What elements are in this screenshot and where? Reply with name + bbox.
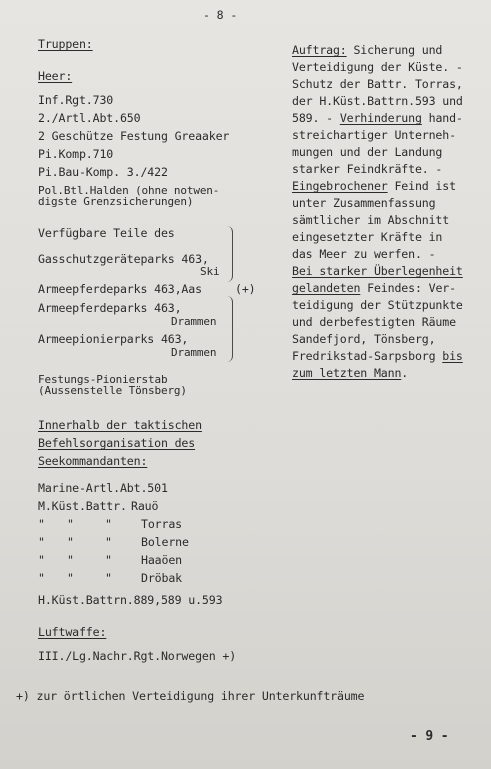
festungs-pionierstab-line1: Festungs-Pionierstab xyxy=(38,373,168,386)
army-unit: Pi.Bau-Komp. 3./422 xyxy=(38,165,168,179)
ditto-mark: " xyxy=(67,571,74,585)
luftwaffe-heading: Luftwaffe: xyxy=(38,625,107,639)
mission-line: sämtlicher im Abschnitt xyxy=(292,213,450,227)
armeepferde-park-drammen-line1: Armeepferdeparks 463, xyxy=(38,301,182,315)
mission-line: und derbefestigten Räume xyxy=(292,315,456,329)
brace-lower xyxy=(226,296,233,362)
armeepferde-park-aas: Armeepferdeparks 463,Aas xyxy=(38,282,202,296)
mission-label: Auftrag: xyxy=(292,43,347,57)
ditto-mark: " xyxy=(67,517,74,531)
ditto-mark: " xyxy=(105,517,112,531)
footnote: +) zur örtlichen Verteidigung ihrer Unterkunfträume xyxy=(16,689,365,703)
gasschutz-park-line1: Gasschutzgeräteparks 463, xyxy=(38,252,209,266)
army-unit: Pi.Komp.710 xyxy=(38,147,114,161)
ditto-mark: " xyxy=(67,553,74,567)
armeepionier-park-line2: Drammen xyxy=(171,346,217,359)
ditto-mark: " xyxy=(105,571,112,585)
armeepferde-park-drammen-line2: Drammen xyxy=(171,315,217,328)
mission-line: eingesetzter Kräfte in xyxy=(292,230,443,244)
coastal-battalions: H.Küst.Battrn.889,589 u.593 xyxy=(38,593,223,607)
coastal-battery-place: Bolerne xyxy=(141,535,189,549)
page-number-bottom: - 9 - xyxy=(410,729,449,744)
mission-line: der H.Küst.Battrn.593 und xyxy=(292,94,463,108)
police-battalion-line2: digste Grenzsicherungen) xyxy=(38,195,194,208)
police-battalion-line1: Pol.Btl.Halden (ohne notwen- xyxy=(38,184,220,197)
army-heading: Heer: xyxy=(38,69,73,83)
mission-line: unter Zusammenfassung xyxy=(292,196,436,210)
naval-heading-line2: Befehlsorganisation des xyxy=(38,436,196,450)
army-unit: Inf.Rgt.730 xyxy=(38,93,114,107)
mission-line: Sandefjord, Tönsberg, xyxy=(292,332,436,346)
marine-artillery: Marine-Artl.Abt.501 xyxy=(38,481,168,495)
troops-heading: Truppen: xyxy=(38,37,93,51)
mission-line: teidigung der Stützpunkte xyxy=(292,298,463,312)
mission-line: das Meer zu werfen. - xyxy=(292,247,436,261)
coastal-battery-place: Dröbak xyxy=(141,571,182,585)
mission-line: streichartiger Unterneh- xyxy=(292,128,456,142)
ditto-mark: " xyxy=(38,553,45,567)
mission-line: Eingebrochener Feind ist xyxy=(292,179,456,193)
brace-upper xyxy=(226,226,233,282)
coastal-battery-place: Haaöen xyxy=(141,553,182,567)
mission-line: zum letzten Mann. xyxy=(292,366,409,380)
mission-line: 589. - Verhinderung hand- xyxy=(292,111,463,125)
available-parts-intro: Verfügbare Teile des xyxy=(38,226,175,240)
mission-line: starker Feindkräfte. - xyxy=(292,162,443,176)
ditto-mark: " xyxy=(38,517,45,531)
naval-heading-line1: Innerhalb der taktischen xyxy=(38,418,202,432)
armeepionier-park-line1: Armeepionierparks 463, xyxy=(38,332,189,346)
coastal-battery-place: Rauö xyxy=(131,499,159,513)
ditto-mark: " xyxy=(67,535,74,549)
mission-line: Schutz der Battr. Torras, xyxy=(292,77,463,91)
ditto-mark: " xyxy=(38,535,45,549)
gasschutz-park-line2: Ski xyxy=(200,265,220,278)
ditto-mark: " xyxy=(38,571,45,585)
mission-line: Fredrikstad-Sarpsborg bis xyxy=(292,349,463,363)
naval-heading-line3: Seekommandanten: xyxy=(38,454,148,468)
mission-line: mungen und der Landung xyxy=(292,145,443,159)
page-number-top: - 8 - xyxy=(203,8,238,22)
mission-line: gelandeten Feindes: Ver- xyxy=(292,281,456,295)
ditto-mark: " xyxy=(105,535,112,549)
festungs-pionierstab-line2: (Aussenstelle Tönsberg) xyxy=(38,384,187,397)
footnote-marker: (+) xyxy=(235,282,256,296)
luftwaffe-unit: III./Lg.Nachr.Rgt.Norwegen +) xyxy=(38,649,237,663)
mission-line: Verteidigung der Küste. - xyxy=(292,60,463,74)
coastal-battery-place: Torras xyxy=(141,517,182,531)
army-unit: 2./Artl.Abt.650 xyxy=(38,111,141,125)
coastal-battery-prefix: M.Küst.Battr. xyxy=(38,499,127,513)
mission-line: Bei starker Überlegenheit xyxy=(292,264,463,278)
ditto-mark: " xyxy=(105,553,112,567)
army-unit: 2 Geschütze Festung Greaaker xyxy=(38,129,230,143)
mission-line: Auftrag: Sicherung und xyxy=(292,43,443,57)
